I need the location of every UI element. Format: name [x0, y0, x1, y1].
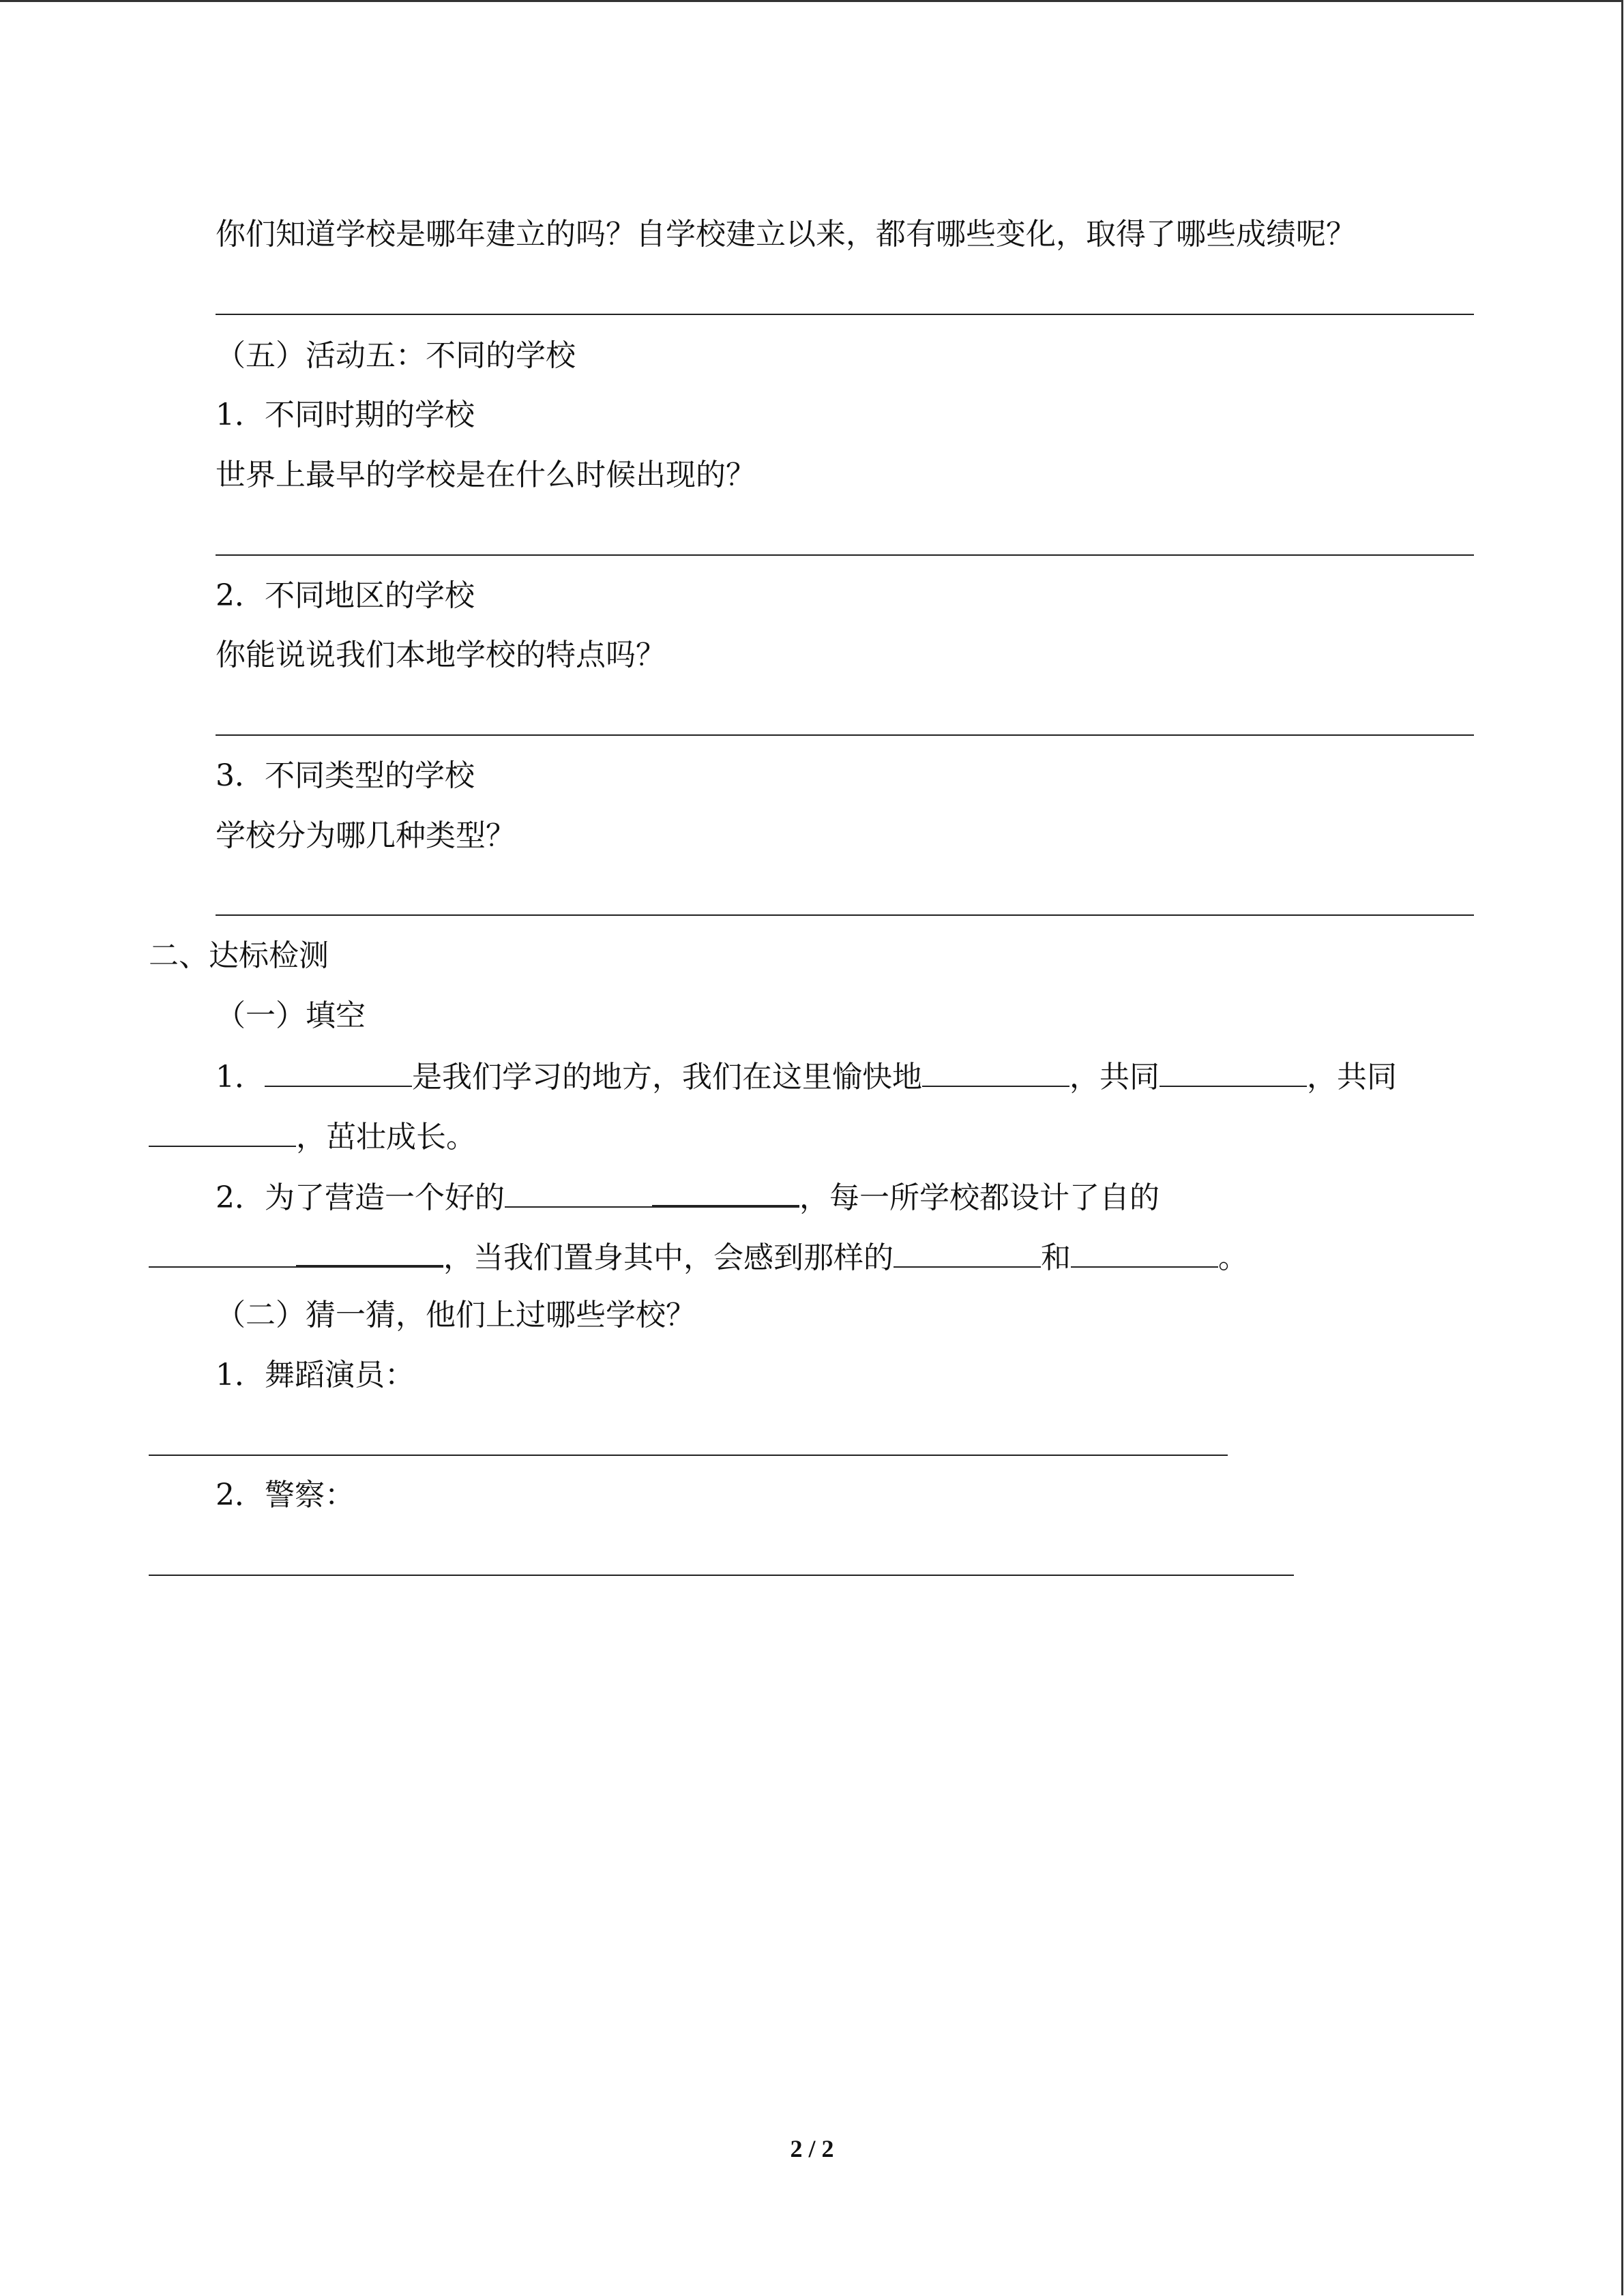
- fill1-line2: [149, 1118, 476, 1155]
- fill2-text: 和: [1041, 1240, 1071, 1275]
- fill1-text: 是我们学习的地方，我们在这里愉快地: [412, 1060, 922, 1094]
- fill-heading: （一）填空: [216, 998, 366, 1033]
- guess-heading: （二）猜一猜，他们上过哪些学校？: [216, 1298, 696, 1332]
- answer-line[interactable]: [216, 554, 1474, 556]
- activity5-item2-title: 2．不同地区的学校: [216, 578, 475, 613]
- fill-blank[interactable]: [265, 1058, 412, 1087]
- fill1-text: ，茁壮成长。: [296, 1120, 476, 1154]
- activity5-item3-title: 3．不同类型的学校: [216, 758, 475, 793]
- guess1-label: 1．舞蹈演员：: [216, 1358, 415, 1392]
- fill-blank[interactable]: [652, 1178, 799, 1208]
- fill2-line1: [216, 1178, 1160, 1216]
- fill-blank[interactable]: [149, 1118, 296, 1147]
- fill1-text: ，共同: [1307, 1060, 1397, 1094]
- fill1-line1: [216, 1058, 1397, 1095]
- fill-blank[interactable]: [1160, 1058, 1307, 1087]
- guess2-label: 2．警察：: [216, 1478, 355, 1512]
- fill2-text: 2．为了营造一个好的: [216, 1180, 505, 1215]
- answer-line[interactable]: [216, 914, 1474, 916]
- fill-blank[interactable]: [922, 1058, 1069, 1087]
- fill-blank[interactable]: [505, 1179, 652, 1208]
- fill2-text: ，每一所学校都设计了自的: [799, 1180, 1160, 1215]
- fill2-text: ，当我们置身其中，会感到那样的: [443, 1240, 894, 1275]
- answer-line[interactable]: [216, 734, 1474, 736]
- fill1-number: 1．: [216, 1060, 265, 1094]
- answer-line[interactable]: [149, 1455, 1228, 1456]
- activity5-item2-question: 你能说说我们本地学校的特点吗？: [216, 638, 666, 672]
- fill2-line2: [149, 1238, 1248, 1276]
- fill-blank[interactable]: [296, 1238, 443, 1268]
- answer-line[interactable]: [149, 1575, 1294, 1576]
- fill-blank[interactable]: [1071, 1239, 1218, 1268]
- school-history-question: 你们知道学校是哪年建立的吗？自学校建立以来，都有哪些变化，取得了哪些成绩呢？: [216, 217, 1356, 252]
- activity5-item1-question: 世界上最早的学校是在什么时候出现的？: [216, 458, 756, 492]
- fill1-text: ，共同: [1069, 1060, 1160, 1094]
- fill2-text: 。: [1218, 1240, 1248, 1275]
- answer-line[interactable]: [216, 314, 1474, 315]
- fill-blank[interactable]: [149, 1239, 296, 1268]
- activity5-item3-question: 学校分为哪几种类型？: [216, 818, 516, 853]
- fill-blank[interactable]: [894, 1239, 1041, 1268]
- activity5-item1-title: 1．不同时期的学校: [216, 398, 475, 432]
- page-number: 2 / 2: [790, 2135, 834, 2162]
- activity5-heading: （五）活动五：不同的学校: [216, 338, 576, 373]
- section2-heading: 二、达标检测: [149, 938, 329, 973]
